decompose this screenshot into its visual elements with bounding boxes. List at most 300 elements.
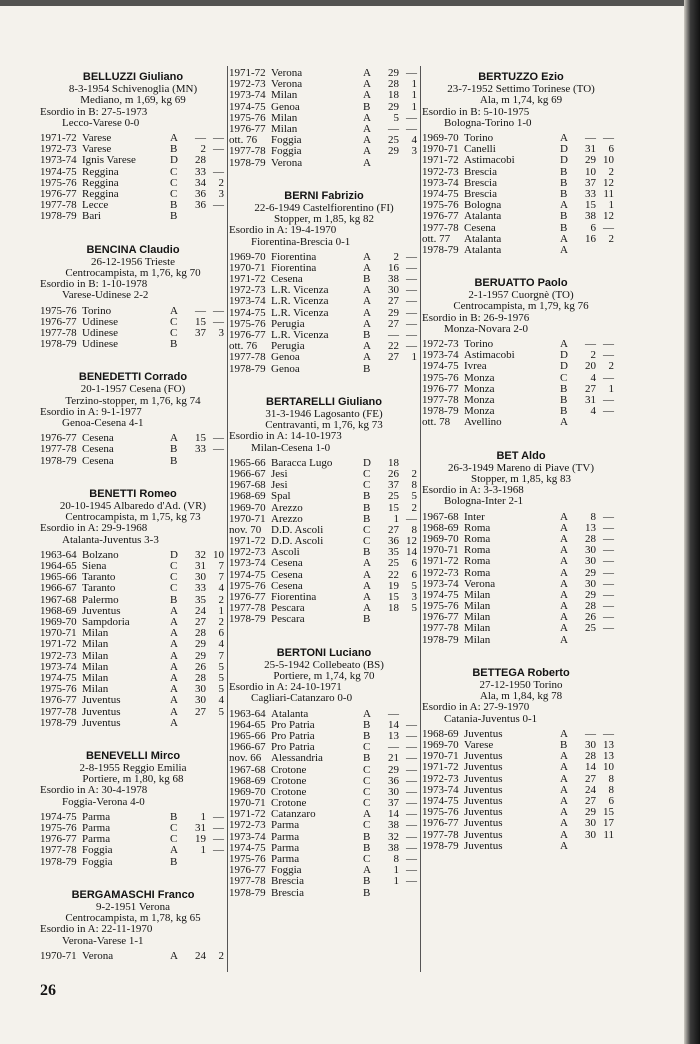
team-cell: Juventus bbox=[464, 796, 503, 807]
league-cell: B bbox=[363, 546, 371, 559]
league-cell: C bbox=[170, 571, 178, 584]
goals-cell: 1 bbox=[218, 604, 224, 617]
league-cell: B bbox=[363, 729, 371, 742]
player-entry bbox=[40, 72, 226, 223]
season-row bbox=[40, 444, 226, 455]
team-cell: Bari bbox=[82, 211, 101, 223]
league-cell: A bbox=[363, 156, 371, 169]
team-cell: Cesena bbox=[464, 222, 496, 234]
league-cell: B bbox=[170, 454, 178, 467]
player-info-line: Stopper, m 1,85, kg 82 bbox=[273, 213, 375, 226]
player-info-line: Bologna-Inter 2-1 bbox=[444, 495, 524, 508]
goals-cell bbox=[399, 364, 417, 375]
team-cell: Milan bbox=[464, 612, 491, 624]
goals-cell: 2 bbox=[608, 360, 614, 373]
team-cell: Torino bbox=[464, 133, 494, 145]
season-row bbox=[229, 146, 419, 157]
season-row bbox=[40, 211, 226, 222]
team-cell: Juventus bbox=[82, 706, 121, 718]
player-info-line: Esordio in B: 27-5-1973 bbox=[40, 105, 148, 118]
team-cell: Foggia bbox=[271, 146, 302, 158]
goals-cell: — bbox=[213, 143, 224, 156]
season-cell: 1970-71 bbox=[229, 261, 266, 274]
team-cell: Ivrea bbox=[464, 361, 487, 373]
season-cell: 1978-79 bbox=[40, 210, 77, 223]
team-cell: Genoa bbox=[271, 101, 300, 113]
season-cell: 1977-78 bbox=[40, 199, 77, 212]
season-row bbox=[422, 762, 620, 773]
player-info-line: Cagliari-Catanzaro 0-0 bbox=[251, 692, 353, 705]
league-cell: A bbox=[363, 707, 371, 720]
player-info-line: 8-3-1954 Schivenoglia (MN) bbox=[68, 83, 198, 96]
team-cell: Astimacobi bbox=[464, 350, 515, 362]
team-cell: Bologna bbox=[464, 200, 502, 212]
goals-cell: 7 bbox=[218, 571, 224, 584]
team-cell: Milan bbox=[82, 639, 109, 651]
player-info-line: Terzino-stopper, m 1,76, kg 74 bbox=[65, 394, 201, 407]
appearances-cell: 27 bbox=[388, 523, 399, 536]
season-cell: 1968-69 bbox=[229, 774, 266, 787]
season-row bbox=[422, 245, 620, 256]
league-cell: B bbox=[170, 210, 178, 223]
season-cell: 1974-75 bbox=[229, 841, 266, 854]
goals-cell: — bbox=[213, 432, 224, 445]
league-cell: A bbox=[560, 555, 568, 568]
season-row bbox=[422, 841, 620, 852]
player-entry bbox=[40, 489, 226, 729]
player-info-line: 26-12-1956 Trieste bbox=[90, 255, 176, 268]
appearances-cell: 33 bbox=[585, 187, 596, 200]
league-cell: A bbox=[560, 750, 568, 763]
season-cell: 1970-71 bbox=[229, 797, 266, 810]
team-cell: Milan bbox=[271, 90, 298, 102]
season-cell: 1977-78 bbox=[229, 602, 266, 615]
season-cell: 1969-70 bbox=[422, 532, 459, 545]
season-row bbox=[40, 456, 226, 467]
player-info-line: Esordio in B: 26-9-1976 bbox=[422, 311, 530, 324]
league-cell: A bbox=[170, 844, 178, 857]
page-number: 26 bbox=[40, 982, 56, 999]
team-cell: Jesi bbox=[271, 480, 288, 492]
team-cell: Fiorentina bbox=[271, 592, 317, 604]
appearances-cell: 31 bbox=[195, 822, 206, 835]
appearances-cell: 29 bbox=[585, 806, 596, 819]
appearances-cell: 16 bbox=[388, 261, 399, 274]
season-cell: 1963-64 bbox=[229, 707, 266, 720]
goals-cell: 8 bbox=[411, 523, 417, 536]
season-cell: 1972-73 bbox=[229, 284, 266, 297]
appearances-cell: 29 bbox=[195, 649, 206, 662]
season-row bbox=[40, 155, 226, 166]
goals-cell: 11 bbox=[603, 828, 614, 841]
season-cell: 1977-78 bbox=[422, 622, 459, 635]
league-cell: B bbox=[363, 752, 371, 765]
team-cell: Milan bbox=[82, 661, 109, 673]
appearances-cell: 28 bbox=[195, 671, 206, 684]
season-cell: 1975-76 bbox=[229, 853, 266, 866]
league-cell: C bbox=[363, 467, 371, 480]
player-info-line: Centravanti, m 1,76, kg 73 bbox=[265, 419, 383, 432]
appearances-cell: — bbox=[195, 304, 206, 317]
team-cell: Torino bbox=[464, 339, 494, 351]
season-cell: 1969-70 bbox=[40, 616, 77, 628]
season-cell: 1975-76 bbox=[40, 683, 77, 696]
appearances-cell bbox=[576, 841, 596, 852]
appearances-cell bbox=[186, 339, 206, 350]
player-name: BET Aldo bbox=[496, 449, 546, 462]
player-info-line: Genoa-Cesena 4-1 bbox=[62, 417, 144, 430]
appearances-cell: 29 bbox=[388, 67, 399, 79]
appearances-cell: 30 bbox=[195, 683, 206, 696]
team-cell: Verona bbox=[464, 578, 496, 590]
season-cell: 1978-79 bbox=[40, 338, 77, 351]
player-info-line: Catania-Juventus 0-1 bbox=[444, 712, 538, 725]
season-row bbox=[40, 718, 226, 729]
league-cell: C bbox=[170, 165, 178, 178]
player-entry bbox=[229, 648, 419, 899]
appearances-cell: 28 bbox=[585, 532, 596, 545]
goals-cell bbox=[596, 417, 614, 428]
team-cell: Juventus bbox=[464, 829, 503, 841]
season-row bbox=[422, 556, 620, 567]
appearances-cell: 31 bbox=[195, 560, 206, 573]
player-entry bbox=[40, 890, 226, 962]
league-cell: A bbox=[363, 591, 371, 604]
appearances-cell bbox=[186, 857, 206, 868]
season-cell: 1972-73 bbox=[422, 772, 459, 785]
goals-cell: — bbox=[603, 521, 614, 534]
player-info-line: Monza-Novara 2-0 bbox=[444, 322, 528, 335]
appearances-cell: 14 bbox=[585, 761, 596, 774]
appearances-cell: 19 bbox=[388, 579, 399, 592]
appearances-cell bbox=[186, 211, 206, 222]
season-cell: 1975-76 bbox=[422, 371, 459, 384]
goals-cell: — bbox=[406, 512, 417, 525]
league-cell: C bbox=[170, 822, 178, 835]
team-cell: Juventus bbox=[464, 762, 503, 774]
team-cell: Parma bbox=[271, 820, 300, 832]
goals-cell: 1 bbox=[411, 78, 417, 91]
league-cell: B bbox=[170, 338, 178, 351]
league-cell: C bbox=[363, 819, 371, 832]
appearances-cell: 24 bbox=[195, 949, 206, 962]
league-cell: A bbox=[560, 761, 568, 774]
season-cell: 1976-77 bbox=[422, 210, 459, 223]
league-cell: C bbox=[363, 785, 371, 798]
player-name: BERTARELLI Giuliano bbox=[266, 395, 382, 408]
league-cell: A bbox=[170, 304, 178, 317]
goals-cell: 1 bbox=[411, 100, 417, 113]
goals-cell: 7 bbox=[218, 649, 224, 662]
season-row bbox=[40, 951, 226, 962]
team-cell: D.D. Ascoli bbox=[271, 536, 324, 548]
appearances-cell: 27 bbox=[388, 295, 399, 308]
appearances-cell: 38 bbox=[388, 841, 399, 854]
team-cell: Crotone bbox=[271, 786, 307, 798]
team-cell: Milan bbox=[271, 112, 298, 124]
team-cell: Foggia bbox=[82, 856, 113, 868]
league-cell: B bbox=[363, 273, 371, 286]
player-info-line: Centrocampista, m 1,78, kg 65 bbox=[65, 912, 201, 925]
player-info-line: 9-2-1951 Verona bbox=[95, 901, 171, 914]
goals-cell: 2 bbox=[218, 616, 224, 628]
season-cell: 1976-77 bbox=[422, 382, 459, 395]
team-cell: Milan bbox=[82, 628, 109, 640]
goals-cell: 12 bbox=[603, 210, 614, 223]
team-cell: Monza bbox=[464, 395, 495, 407]
appearances-cell: 2 bbox=[590, 349, 596, 362]
league-cell: B bbox=[363, 830, 371, 843]
goals-cell: 8 bbox=[608, 783, 614, 796]
goals-cell: — bbox=[406, 763, 417, 776]
league-cell: A bbox=[363, 808, 371, 821]
league-cell: A bbox=[170, 604, 178, 617]
goals-cell: — bbox=[603, 555, 614, 568]
team-cell: Reggina bbox=[82, 188, 119, 200]
league-cell: D bbox=[363, 456, 371, 469]
league-cell: A bbox=[560, 199, 568, 212]
team-cell: Reggina bbox=[82, 177, 119, 189]
league-cell: A bbox=[170, 616, 178, 628]
team-cell: Parma bbox=[271, 831, 300, 843]
appearances-cell: 16 bbox=[585, 232, 596, 245]
season-cell: 1976-77 bbox=[40, 187, 77, 200]
team-cell: L.R. Vicenza bbox=[271, 296, 329, 308]
team-cell: Milan bbox=[464, 623, 491, 635]
season-cell: 1971-72 bbox=[40, 638, 77, 651]
league-cell: A bbox=[363, 306, 371, 319]
season-row bbox=[422, 406, 620, 417]
season-cell: 1964-65 bbox=[40, 560, 77, 573]
league-cell: A bbox=[560, 338, 568, 351]
season-cell: 1973-74 bbox=[229, 557, 266, 570]
goals-cell: — bbox=[213, 833, 224, 846]
player-info-line: 31-3-1946 Lagosanto (FE) bbox=[265, 407, 383, 420]
league-cell: A bbox=[363, 340, 371, 353]
goals-cell: 4 bbox=[411, 134, 417, 147]
league-cell: C bbox=[363, 763, 371, 776]
appearances-cell bbox=[186, 718, 206, 729]
appearances-cell: 32 bbox=[195, 548, 206, 561]
goals-cell: — bbox=[603, 566, 614, 579]
player-info-line: 27-12-1950 Torino bbox=[479, 679, 563, 692]
page-binding-edge bbox=[684, 0, 700, 1044]
season-cell: 1978-79 bbox=[40, 855, 77, 868]
season-row bbox=[40, 583, 226, 594]
season-row bbox=[229, 352, 419, 363]
appearances-cell: 25 bbox=[388, 134, 399, 147]
player-name: BENEDETTI Corrado bbox=[78, 371, 188, 384]
league-cell: B bbox=[560, 221, 568, 234]
season-cell: 1971-72 bbox=[422, 555, 459, 568]
player-info-line: Esordio in A: 29-9-1968 bbox=[40, 522, 148, 535]
season-cell: ott. 78 bbox=[422, 416, 451, 429]
season-cell: 1971-72 bbox=[229, 535, 266, 548]
season-cell: 1968-69 bbox=[422, 521, 459, 534]
player-entry bbox=[229, 397, 419, 626]
season-cell: 1975-76 bbox=[422, 806, 459, 819]
team-cell: Parma bbox=[271, 842, 300, 854]
league-cell: A bbox=[363, 261, 371, 274]
season-cell: 1975-76 bbox=[229, 579, 266, 592]
appearances-cell: — bbox=[585, 132, 596, 145]
season-cell: 1978-79 bbox=[229, 613, 266, 626]
goals-cell: — bbox=[603, 371, 614, 384]
appearances-cell: — bbox=[388, 741, 399, 754]
season-cell: 1973-74 bbox=[40, 660, 77, 673]
league-cell: A bbox=[363, 89, 371, 102]
goals-cell: — bbox=[406, 853, 417, 866]
team-cell: Roma bbox=[464, 556, 491, 568]
league-cell: C bbox=[363, 479, 371, 492]
goals-cell: 4 bbox=[218, 638, 224, 651]
team-cell: Brescia bbox=[464, 166, 497, 178]
league-cell: C bbox=[170, 187, 178, 200]
player-info-line: 20-1-1957 Cesena (FO) bbox=[80, 383, 186, 396]
player-entry bbox=[422, 72, 620, 256]
player-info-line: Ala, m 1,84, kg 78 bbox=[479, 690, 563, 703]
team-cell: Juventus bbox=[82, 717, 121, 729]
goals-cell: — bbox=[406, 340, 417, 353]
league-cell: A bbox=[560, 611, 568, 624]
appearances-cell: 29 bbox=[388, 100, 399, 113]
league-cell: B bbox=[560, 187, 568, 200]
season-cell: 1970-71 bbox=[422, 544, 459, 557]
season-cell: 1977-78 bbox=[40, 844, 77, 857]
appearances-cell: 27 bbox=[388, 351, 399, 364]
team-cell: Roma bbox=[464, 522, 491, 534]
goals-cell: 4 bbox=[218, 582, 224, 595]
team-cell: Juventus bbox=[82, 695, 121, 707]
season-cell: 1978-79 bbox=[40, 454, 77, 467]
team-cell: Jesi bbox=[271, 468, 288, 480]
goals-cell: — bbox=[406, 729, 417, 742]
season-row bbox=[229, 888, 419, 899]
goals-cell bbox=[206, 155, 224, 166]
player-info-line: Esordio in B: 5-10-1975 bbox=[422, 105, 530, 118]
team-cell: Fiorentina bbox=[271, 262, 317, 274]
team-cell: Varese bbox=[82, 144, 112, 156]
season-row bbox=[422, 361, 620, 372]
league-cell: A bbox=[170, 638, 178, 651]
team-cell: Palermo bbox=[82, 594, 119, 606]
appearances-cell: 27 bbox=[585, 795, 596, 807]
appearances-cell: 13 bbox=[585, 521, 596, 534]
appearances-cell bbox=[576, 417, 596, 428]
league-cell: B bbox=[170, 443, 178, 456]
league-cell: A bbox=[560, 622, 568, 635]
appearances-cell: 36 bbox=[388, 774, 399, 787]
player-name: BERNI Fabrizio bbox=[284, 189, 364, 202]
team-cell: Parma bbox=[82, 834, 111, 846]
league-cell: A bbox=[363, 579, 371, 592]
goals-cell: — bbox=[603, 338, 614, 351]
appearances-cell: 30 bbox=[585, 555, 596, 568]
league-cell: A bbox=[560, 772, 568, 785]
league-cell: C bbox=[363, 741, 371, 754]
appearances-cell: 19 bbox=[195, 833, 206, 846]
team-cell: Verona bbox=[271, 68, 303, 79]
goals-cell: — bbox=[603, 221, 614, 234]
league-cell: A bbox=[560, 806, 568, 819]
team-cell: Catanzaro bbox=[271, 809, 316, 821]
team-cell: Atalanta bbox=[271, 708, 309, 720]
team-cell: Juventus bbox=[464, 784, 503, 796]
team-cell: Arezzo bbox=[271, 513, 303, 525]
team-cell: L.R. Vicenza bbox=[271, 285, 329, 297]
league-cell: A bbox=[560, 577, 568, 590]
appearances-cell: 15 bbox=[195, 315, 206, 328]
goals-cell bbox=[206, 211, 224, 222]
team-cell: D.D. Ascoli bbox=[271, 524, 324, 536]
season-cell: 1978-79 bbox=[40, 716, 77, 729]
appearances-cell: 15 bbox=[388, 591, 399, 604]
appearances-cell: — bbox=[388, 707, 399, 720]
goals-cell bbox=[596, 841, 614, 852]
player-info-line: Esordio in A: 9-1-1977 bbox=[40, 405, 142, 418]
season-cell: 1968-69 bbox=[40, 604, 77, 617]
season-cell: 1977-78 bbox=[229, 351, 266, 364]
season-cell: 1973-74 bbox=[422, 349, 459, 362]
goals-cell: 8 bbox=[411, 479, 417, 492]
appearances-cell: 27 bbox=[585, 382, 596, 395]
team-cell: Juventus bbox=[464, 728, 503, 740]
league-cell: B bbox=[560, 382, 568, 395]
team-cell: Crotone bbox=[271, 798, 307, 810]
season-cell: ott. 77 bbox=[422, 232, 451, 245]
league-cell: A bbox=[560, 600, 568, 613]
team-cell: Juventus bbox=[82, 605, 121, 617]
appearances-cell: 1 bbox=[393, 875, 399, 888]
appearances-cell: 29 bbox=[585, 154, 596, 167]
goals-cell: 6 bbox=[411, 568, 417, 581]
league-cell: B bbox=[363, 100, 371, 113]
league-cell: B bbox=[170, 855, 178, 868]
team-cell: Roma bbox=[464, 545, 491, 557]
season-cell: 1972-73 bbox=[422, 566, 459, 579]
season-cell: 1965-66 bbox=[229, 456, 266, 469]
season-cell: 1978-79 bbox=[422, 839, 459, 852]
appearances-cell: 29 bbox=[585, 588, 596, 601]
team-cell: Brescia bbox=[464, 188, 497, 200]
season-cell: 1970-71 bbox=[40, 949, 77, 962]
appearances-cell: 25 bbox=[585, 622, 596, 635]
league-cell: C bbox=[170, 315, 178, 328]
page-top-edge bbox=[0, 0, 684, 6]
season-row bbox=[229, 820, 419, 831]
goals-cell: — bbox=[406, 273, 417, 286]
season-cell: 1975-76 bbox=[229, 111, 266, 124]
league-cell: A bbox=[560, 817, 568, 830]
league-cell: B bbox=[170, 810, 178, 823]
appearances-cell: 1 bbox=[393, 864, 399, 877]
team-cell: Inter bbox=[464, 511, 485, 523]
appearances-cell: 15 bbox=[195, 432, 206, 445]
team-cell: Cesena bbox=[82, 433, 114, 445]
appearances-cell: 35 bbox=[195, 593, 206, 606]
team-cell: Pescara bbox=[271, 614, 305, 626]
season-cell: 1965-66 bbox=[40, 571, 77, 584]
player-info-line: Centrocampista, m 1,75, kg 73 bbox=[65, 511, 201, 524]
season-cell: 1975-76 bbox=[422, 199, 459, 212]
player-info-line: Lecco-Varese 0-0 bbox=[62, 116, 140, 129]
league-cell: A bbox=[363, 317, 371, 330]
team-cell: Arezzo bbox=[271, 502, 303, 514]
appearances-cell: 27 bbox=[195, 616, 206, 628]
league-cell: C bbox=[363, 535, 371, 548]
player-info-line: Centrocampista, m 1,76, kg 70 bbox=[65, 266, 201, 279]
season-cell: 1972-73 bbox=[229, 546, 266, 559]
